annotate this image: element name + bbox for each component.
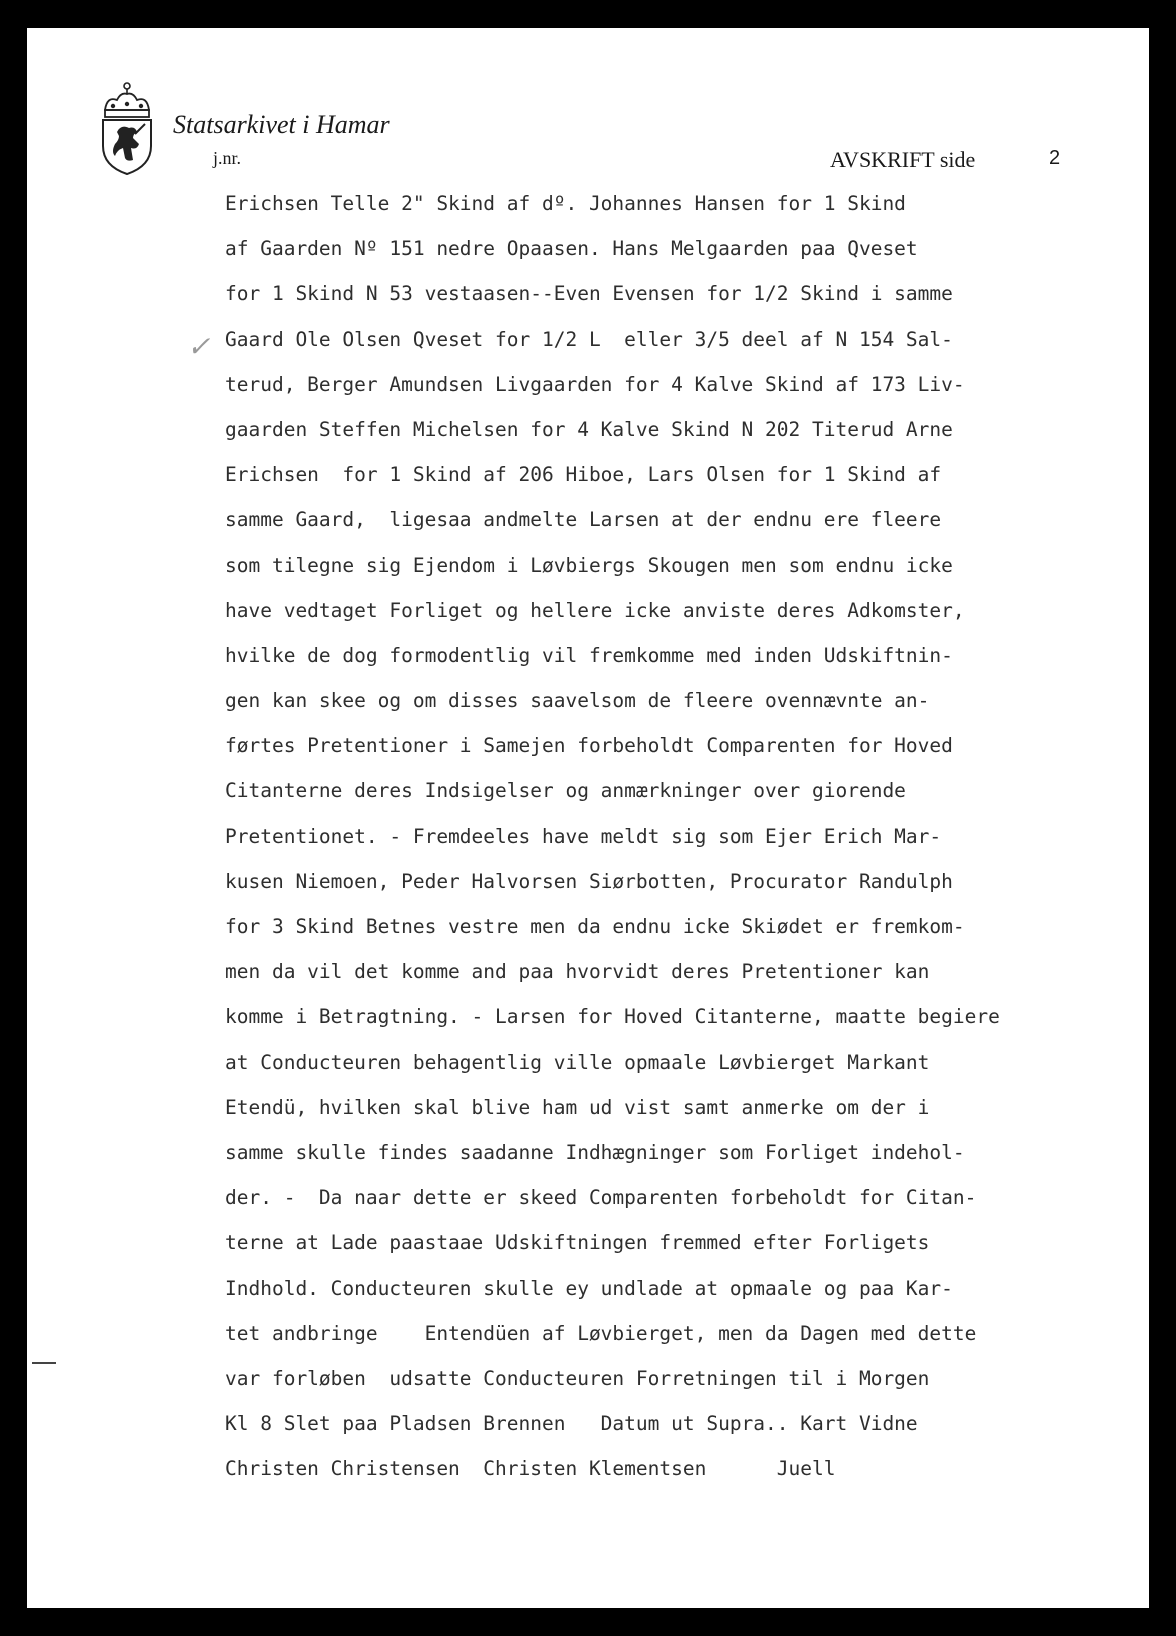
- text-line: Kl 8 Slet paa Pladsen Brennen Datum ut Supra.. Kart Vidne: [225, 1412, 918, 1436]
- text-line: var forløben udsatte Conducteuren Forretningen til i Morgen: [225, 1366, 930, 1390]
- text-line: men da vil det komme and paa hvorvidt deres Pretentioner kan: [225, 960, 930, 984]
- text-line: komme i Betragtning. - Larsen for Hoved Citanterne, maatte begiere: [225, 1005, 1000, 1029]
- norwegian-coat-of-arms-icon: [97, 80, 157, 176]
- text-line: kusen Niemoen, Peder Halvorsen Siørbotten, Procurator Randulph: [225, 869, 953, 893]
- margin-check-mark: ✓: [187, 330, 211, 363]
- text-line: Etendü, hvilken skal blive ham ud vist samt anmerke om der i: [225, 1095, 930, 1119]
- transcript-title: AVSKRIFT side: [830, 147, 976, 172]
- text-line: terne at Lade paastaae Udskiftningen fremmed efter Forligets: [225, 1231, 930, 1255]
- text-line: af Gaarden Nº 151 nedre Opaasen. Hans Melgaarden paa Qveset: [225, 237, 918, 261]
- transcript-body: [225, 181, 1000, 1491]
- page-number: 2: [1049, 147, 1061, 169]
- journal-number-label: j.nr.: [213, 148, 242, 168]
- text-line: for 1 Skind N 53 vestaasen--Even Evensen for 1/2 Skind i samme: [225, 282, 953, 306]
- text-line: samme Gaard, ligesaa andmelte Larsen at der endnu ere fleere: [225, 508, 942, 532]
- text-line: terud, Berger Amundsen Livgaarden for 4 Kalve Skind af 173 Liv-: [225, 372, 965, 396]
- text-line: tet andbringe Entendüen af Løvbierget, men da Dagen med dette: [225, 1321, 977, 1345]
- text-line: Erichsen Telle 2" Skind af dº. Johannes Hansen for 1 Skind: [225, 192, 906, 215]
- archive-name: Statsarkivet i Hamar: [173, 110, 390, 139]
- text-line: der. - Da naar dette er skeed Comparenten forbeholdt for Citan-: [225, 1186, 977, 1210]
- text-line: at Conducteuren behagentlig ville opmaale Løvbierget Markant: [225, 1050, 930, 1074]
- text-line: Indhold. Conducteuren skulle ey undlade at opmaale og paa Kar-: [225, 1276, 953, 1300]
- text-line: samme skulle findes saadanne Indhægninger som Forliget indehol-: [225, 1140, 965, 1164]
- text-line: gaarden Steffen Michelsen for 4 Kalve Skind N 202 Titerud Arne: [225, 417, 953, 441]
- text-line: Gaard Ole Olsen Qveset for 1/2 L eller 3/5 deel af N 154 Sal-: [225, 327, 953, 351]
- text-line: have vedtaget Forliget og hellere icke anviste deres Adkomster,: [225, 598, 965, 622]
- text-line: Christen Christensen Christen Klementsen Juell: [225, 1457, 836, 1481]
- margin-dash-mark: [32, 1362, 56, 1364]
- text-line: Erichsen for 1 Skind af 206 Hiboe, Lars Olsen for 1 Skind af: [225, 463, 942, 487]
- text-line: gen kan skee og om disses saavelsom de fleere ovennævnte an-: [225, 689, 930, 713]
- text-line: Pretentionet. - Fremdeeles have meldt sig som Ejer Erich Mar-: [225, 824, 942, 848]
- text-line: som tilegne sig Ejendom i Løvbiergs Skougen men som endnu icke: [225, 553, 953, 577]
- text-line: hvilke de dog formodentlig vil fremkomme med inden Udskiftnin-: [225, 643, 953, 667]
- text-line: Citanterne deres Indsigelser og anmærkninger over giorende: [225, 779, 906, 803]
- text-line: førtes Pretentioner i Samejen forbeholdt Comparenten for Hoved: [225, 734, 953, 758]
- text-line: for 3 Skind Betnes vestre men da endnu icke Skiødet er fremkom-: [225, 915, 965, 938]
- document-page: [27, 28, 1149, 1608]
